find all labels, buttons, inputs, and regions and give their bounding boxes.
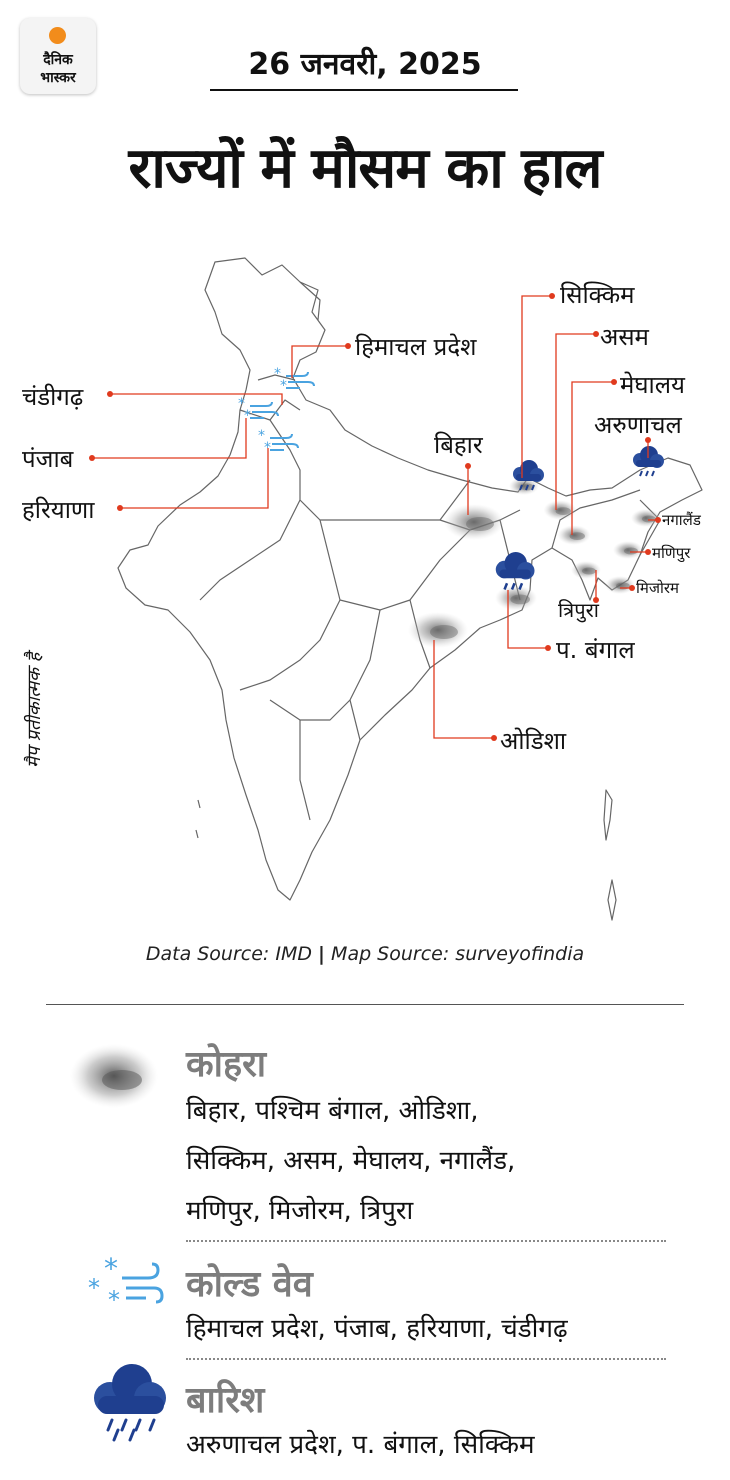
map-source: Map Source: surveyofindia (331, 943, 585, 965)
label-mizoram: मिजोरम (636, 579, 679, 597)
logo-text-line1: दैनिक (43, 52, 73, 68)
date-heading: 26 जनवरी, 2025 (248, 47, 482, 82)
label-arunachal: अरुणाचल (594, 411, 682, 439)
svg-text:*: * (104, 1256, 118, 1285)
label-haryana: हरियाणा (22, 496, 95, 524)
legend-cold-wave-line-1: हिमाचल प्रदेश, पंजाब, हरियाणा, चंडीगढ़ (186, 1314, 568, 1344)
rain-cloud-icon (84, 1362, 174, 1442)
fog-icon-manipur (613, 541, 643, 559)
legend-separator-1 (186, 1240, 666, 1242)
source-line (0, 943, 730, 965)
label-chandigarh: चंडीगढ़ (22, 383, 84, 411)
legend-fog-title: कोहरा (186, 1044, 267, 1085)
fog-icon-bihar (444, 504, 504, 540)
legend-fog-line-3: मणिपुर, मिजोरम, त्रिपुरा (186, 1196, 414, 1226)
label-meghalaya: मेघालय (620, 371, 685, 399)
legend-fog-line-1: बिहार, पश्चिम बंगाल, ओडिशा, (186, 1096, 479, 1126)
rain-cloud-icon-west-bengal (496, 552, 535, 590)
fog-icon-meghalaya (558, 525, 591, 545)
fog-icon (64, 1036, 160, 1116)
label-himachal: हिमाचल प्रदेश (355, 333, 477, 361)
legend-separator-2 (186, 1358, 666, 1360)
label-assam: असम (600, 323, 649, 351)
divider (46, 1004, 684, 1005)
source-separator: | (318, 943, 325, 965)
fog-icon-odisha (408, 612, 468, 648)
page-title: राज्यों में मौसम का हाल (128, 136, 602, 201)
label-tripura: त्रिपुरा (558, 598, 599, 622)
label-sikkim: सिक्किम (560, 281, 635, 309)
legend-cold-wave-title: कोल्ड वेव (186, 1264, 313, 1305)
label-bihar: बिहार (434, 431, 483, 459)
cold-wave-icon-punjab (238, 396, 278, 424)
legend-rain-title: बारिश (186, 1380, 265, 1421)
label-manipur: मणिपुर (652, 544, 691, 562)
svg-text:*: * (88, 1274, 100, 1302)
legend-rain-line-1: अरुणाचल प्रदेश, प. बंगाल, सिक्किम (186, 1430, 535, 1460)
map-disclaimer: मैप प्रतीकात्मक है (24, 652, 45, 768)
cold-wave-icon (86, 1256, 166, 1312)
label-nagaland: नगालैंड (662, 511, 701, 529)
label-punjab: पंजाब (22, 445, 74, 473)
label-odisha: ओडिशा (500, 727, 567, 755)
data-source: Data Source: IMD (145, 943, 312, 965)
svg-text:*: * (108, 1286, 120, 1312)
logo-text-line2: भास्कर (40, 70, 76, 86)
label-west-bengal: प. बंगाल (556, 636, 635, 664)
legend-fog-line-2: सिक्किम, असम, मेघालय, नगालैंड, (186, 1146, 516, 1176)
fog-icon-west-bengal (495, 585, 537, 610)
fog-icon-mizoram (605, 576, 635, 594)
